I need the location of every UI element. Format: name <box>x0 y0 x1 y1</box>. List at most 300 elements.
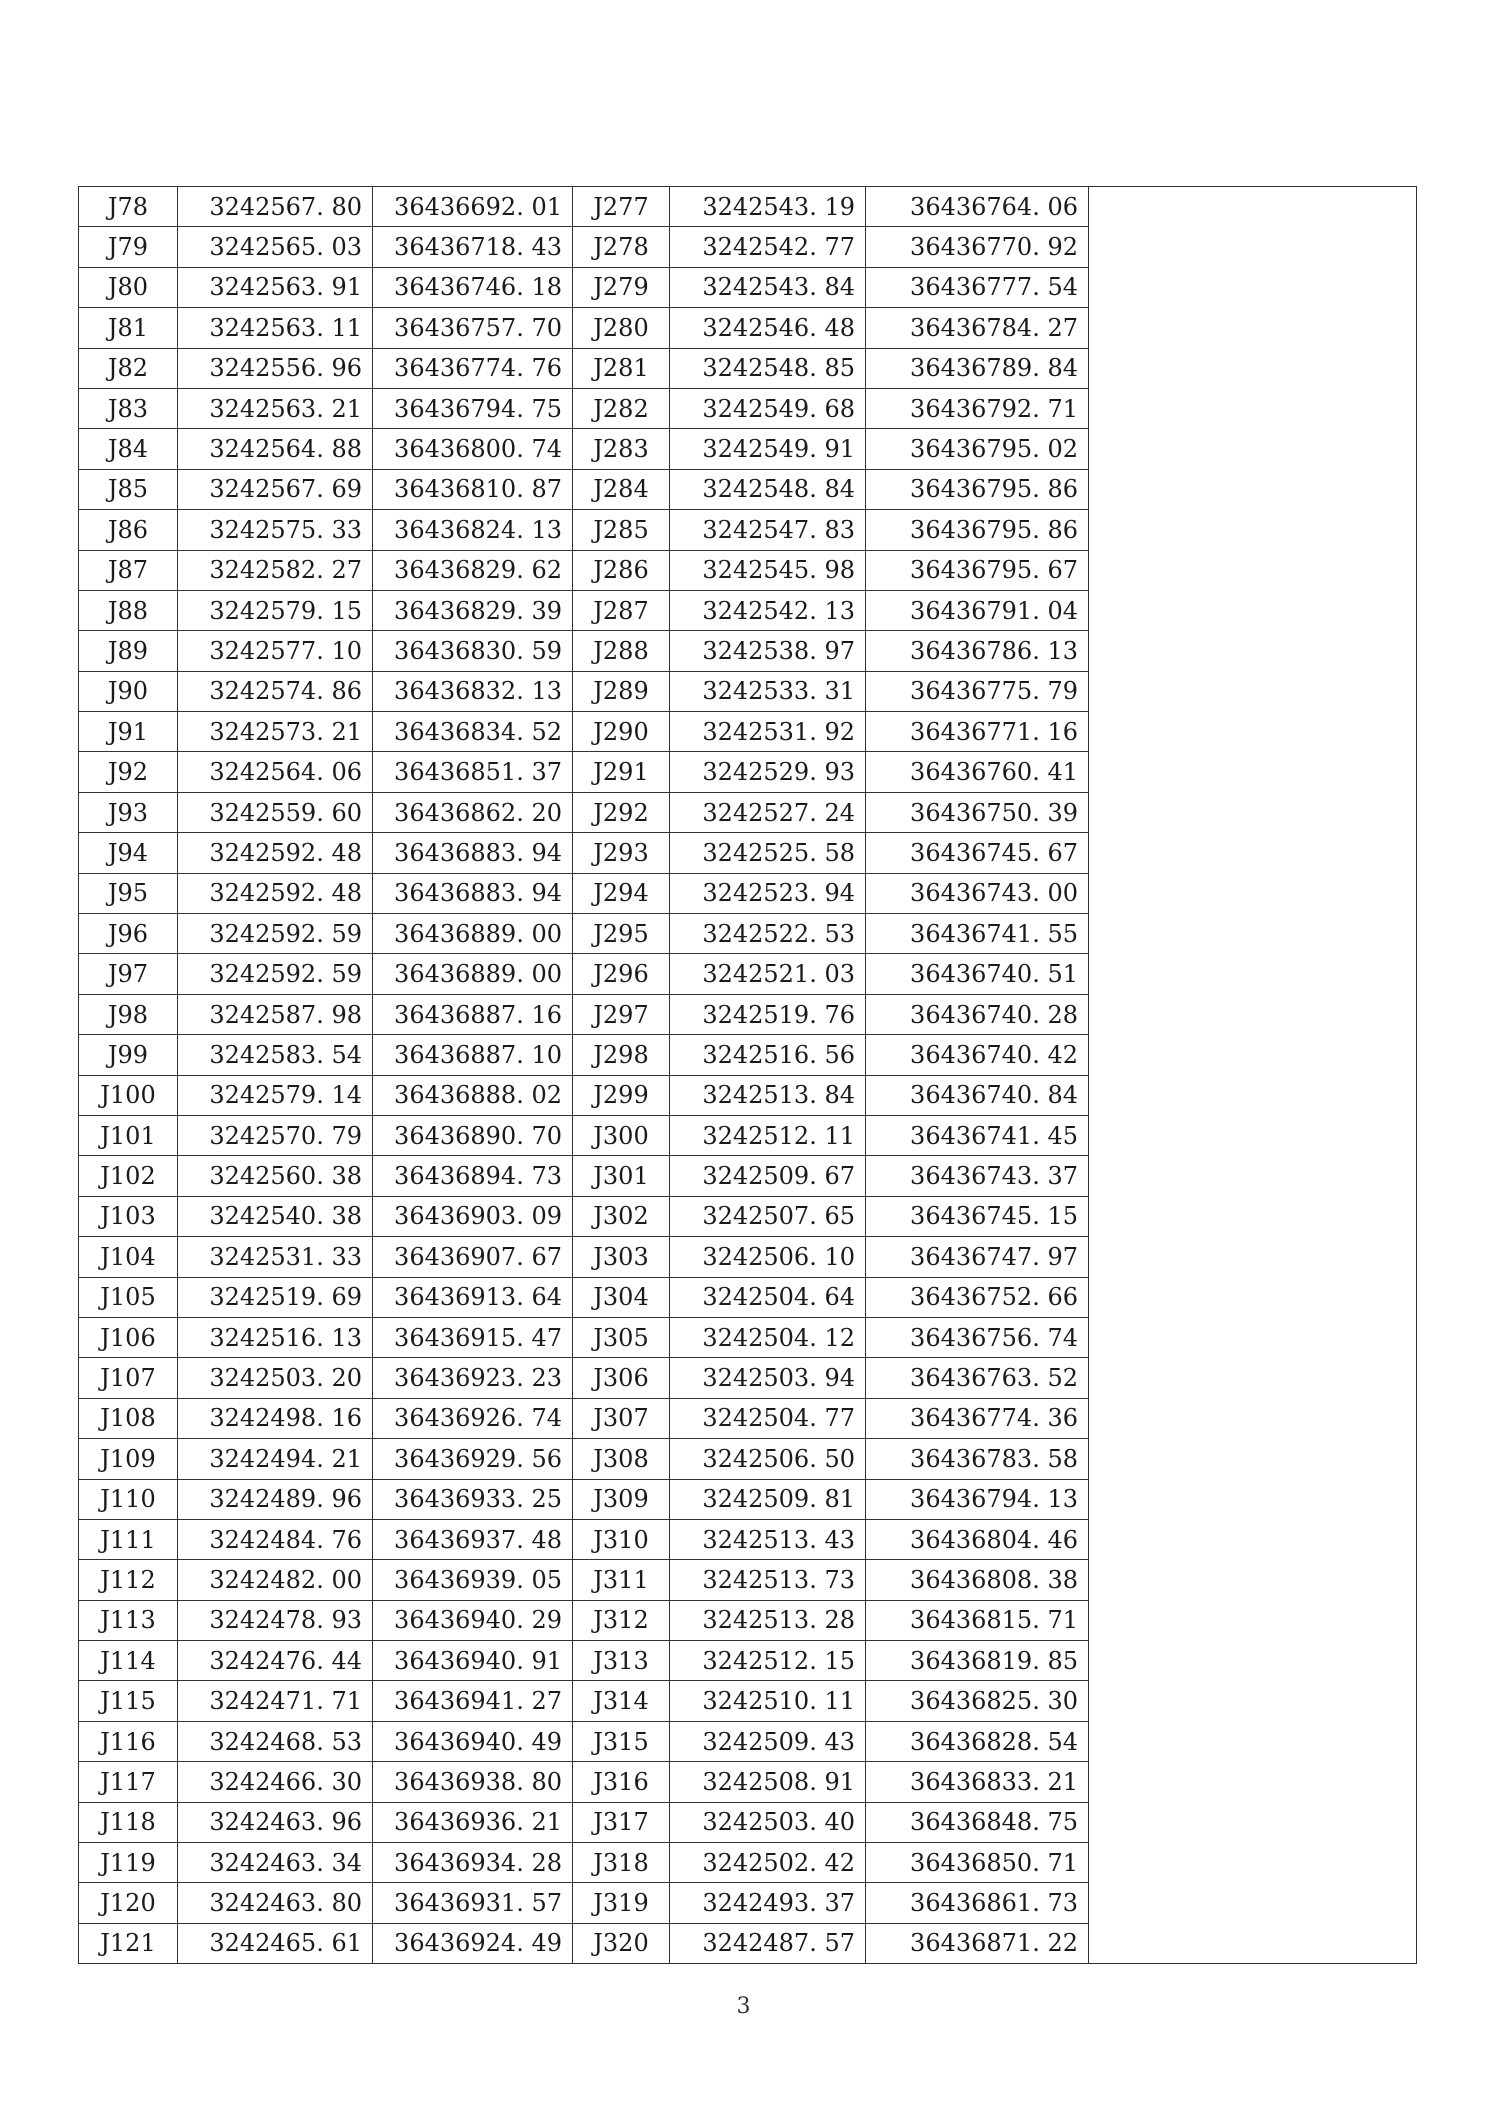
x-coordinate-cell: 3242563. 91 <box>178 267 373 307</box>
y-coordinate-cell: 36436800. 74 <box>373 429 573 469</box>
y-coordinate-cell: 36436771. 16 <box>866 712 1089 752</box>
y-coordinate-cell: 36436783. 58 <box>866 1439 1089 1479</box>
table-row <box>79 1479 1417 1519</box>
y-coordinate-cell: 36436804. 46 <box>866 1519 1089 1559</box>
x-coordinate-cell: 3242466. 30 <box>178 1762 373 1802</box>
x-coordinate-cell: 3242592. 59 <box>178 914 373 954</box>
y-coordinate-cell: 36436795. 02 <box>866 429 1089 469</box>
point-id-cell: J86 <box>79 510 178 550</box>
y-coordinate-cell: 36436851. 37 <box>373 752 573 792</box>
point-id-cell: J79 <box>79 227 178 267</box>
x-coordinate-cell: 3242564. 06 <box>178 752 373 792</box>
table-row <box>79 187 1417 227</box>
x-coordinate-cell: 3242463. 80 <box>178 1883 373 1923</box>
point-id-cell: J115 <box>79 1681 178 1721</box>
point-id-cell: J112 <box>79 1560 178 1600</box>
x-coordinate-cell: 3242543. 84 <box>670 267 866 307</box>
y-coordinate-cell: 36436810. 87 <box>373 469 573 509</box>
blank-cell <box>1089 1196 1417 1236</box>
point-id-cell: J298 <box>573 1035 670 1075</box>
y-coordinate-cell: 36436861. 73 <box>866 1883 1089 1923</box>
x-coordinate-cell: 3242548. 84 <box>670 469 866 509</box>
x-coordinate-cell: 3242563. 11 <box>178 308 373 348</box>
table-row <box>79 1681 1417 1721</box>
point-id-cell: J104 <box>79 1237 178 1277</box>
x-coordinate-cell: 3242463. 34 <box>178 1843 373 1883</box>
y-coordinate-cell: 36436828. 54 <box>866 1721 1089 1761</box>
point-id-cell: J290 <box>573 712 670 752</box>
x-coordinate-cell: 3242489. 96 <box>178 1479 373 1519</box>
x-coordinate-cell: 3242512. 11 <box>670 1115 866 1155</box>
y-coordinate-cell: 36436890. 70 <box>373 1115 573 1155</box>
point-id-cell: J314 <box>573 1681 670 1721</box>
x-coordinate-cell: 3242506. 10 <box>670 1237 866 1277</box>
y-coordinate-cell: 36436794. 13 <box>866 1479 1089 1519</box>
table-row <box>79 954 1417 994</box>
y-coordinate-cell: 36436774. 36 <box>866 1398 1089 1438</box>
x-coordinate-cell: 3242503. 40 <box>670 1802 866 1842</box>
x-coordinate-cell: 3242583. 54 <box>178 1035 373 1075</box>
y-coordinate-cell: 36436741. 45 <box>866 1115 1089 1155</box>
point-id-cell: J320 <box>573 1923 670 1963</box>
blank-cell <box>1089 388 1417 428</box>
blank-cell <box>1089 1843 1417 1883</box>
y-coordinate-cell: 36436829. 62 <box>373 550 573 590</box>
x-coordinate-cell: 3242509. 43 <box>670 1721 866 1761</box>
blank-cell <box>1089 267 1417 307</box>
x-coordinate-cell: 3242498. 16 <box>178 1398 373 1438</box>
blank-cell <box>1089 1883 1417 1923</box>
blank-cell <box>1089 227 1417 267</box>
x-coordinate-cell: 3242545. 98 <box>670 550 866 590</box>
y-coordinate-cell: 36436894. 73 <box>373 1156 573 1196</box>
x-coordinate-cell: 3242573. 21 <box>178 712 373 752</box>
table-row <box>79 792 1417 832</box>
point-id-cell: J110 <box>79 1479 178 1519</box>
point-id-cell: J83 <box>79 388 178 428</box>
point-id-cell: J296 <box>573 954 670 994</box>
table-row <box>79 1398 1417 1438</box>
x-coordinate-cell: 3242513. 73 <box>670 1560 866 1600</box>
y-coordinate-cell: 36436752. 66 <box>866 1277 1089 1317</box>
x-coordinate-cell: 3242509. 81 <box>670 1479 866 1519</box>
x-coordinate-cell: 3242465. 61 <box>178 1923 373 1963</box>
x-coordinate-cell: 3242579. 14 <box>178 1075 373 1115</box>
blank-cell <box>1089 1681 1417 1721</box>
point-id-cell: J279 <box>573 267 670 307</box>
y-coordinate-cell: 36436746. 18 <box>373 267 573 307</box>
y-coordinate-cell: 36436808. 38 <box>866 1560 1089 1600</box>
point-id-cell: J116 <box>79 1721 178 1761</box>
point-id-cell: J286 <box>573 550 670 590</box>
y-coordinate-cell: 36436815. 71 <box>866 1600 1089 1640</box>
x-coordinate-cell: 3242525. 58 <box>670 833 866 873</box>
x-coordinate-cell: 3242548. 85 <box>670 348 866 388</box>
y-coordinate-cell: 36436789. 84 <box>866 348 1089 388</box>
x-coordinate-cell: 3242592. 48 <box>178 833 373 873</box>
point-id-cell: J85 <box>79 469 178 509</box>
x-coordinate-cell: 3242549. 68 <box>670 388 866 428</box>
y-coordinate-cell: 36436795. 67 <box>866 550 1089 590</box>
blank-cell <box>1089 1479 1417 1519</box>
y-coordinate-cell: 36436756. 74 <box>866 1317 1089 1357</box>
y-coordinate-cell: 36436718. 43 <box>373 227 573 267</box>
point-id-cell: J302 <box>573 1196 670 1236</box>
point-id-cell: J90 <box>79 671 178 711</box>
y-coordinate-cell: 36436934. 28 <box>373 1843 573 1883</box>
blank-cell <box>1089 510 1417 550</box>
x-coordinate-cell: 3242504. 77 <box>670 1398 866 1438</box>
blank-cell <box>1089 1237 1417 1277</box>
x-coordinate-cell: 3242579. 15 <box>178 590 373 630</box>
point-id-cell: J319 <box>573 1883 670 1923</box>
x-coordinate-cell: 3242540. 38 <box>178 1196 373 1236</box>
point-id-cell: J297 <box>573 994 670 1034</box>
y-coordinate-cell: 36436824. 13 <box>373 510 573 550</box>
table-row <box>79 994 1417 1034</box>
x-coordinate-cell: 3242494. 21 <box>178 1439 373 1479</box>
point-id-cell: J291 <box>573 752 670 792</box>
table-row <box>79 873 1417 913</box>
point-id-cell: J111 <box>79 1519 178 1559</box>
x-coordinate-cell: 3242521. 03 <box>670 954 866 994</box>
y-coordinate-cell: 36436743. 37 <box>866 1156 1089 1196</box>
y-coordinate-cell: 36436832. 13 <box>373 671 573 711</box>
blank-cell <box>1089 712 1417 752</box>
point-id-cell: J98 <box>79 994 178 1034</box>
table-row <box>79 1721 1417 1761</box>
point-id-cell: J81 <box>79 308 178 348</box>
x-coordinate-cell: 3242503. 20 <box>178 1358 373 1398</box>
y-coordinate-cell: 36436829. 39 <box>373 590 573 630</box>
page-number: 3 <box>736 1994 751 2019</box>
table-row <box>79 1439 1417 1479</box>
y-coordinate-cell: 36436940. 91 <box>373 1641 573 1681</box>
point-id-cell: J88 <box>79 590 178 630</box>
point-id-cell: J87 <box>79 550 178 590</box>
x-coordinate-cell: 3242543. 19 <box>670 187 866 227</box>
point-id-cell: J101 <box>79 1115 178 1155</box>
table-row <box>79 1923 1417 1963</box>
point-id-cell: J280 <box>573 308 670 348</box>
table-row <box>79 1317 1417 1357</box>
blank-cell <box>1089 792 1417 832</box>
blank-cell <box>1089 1560 1417 1600</box>
table-row <box>79 550 1417 590</box>
y-coordinate-cell: 36436924. 49 <box>373 1923 573 1963</box>
point-id-cell: J120 <box>79 1883 178 1923</box>
point-id-cell: J113 <box>79 1600 178 1640</box>
y-coordinate-cell: 36436740. 51 <box>866 954 1089 994</box>
point-id-cell: J97 <box>79 954 178 994</box>
x-coordinate-cell: 3242570. 79 <box>178 1115 373 1155</box>
point-id-cell: J95 <box>79 873 178 913</box>
y-coordinate-cell: 36436763. 52 <box>866 1358 1089 1398</box>
blank-cell <box>1089 1641 1417 1681</box>
x-coordinate-cell: 3242516. 13 <box>178 1317 373 1357</box>
coordinate-table <box>78 186 1417 1964</box>
x-coordinate-cell: 3242504. 64 <box>670 1277 866 1317</box>
blank-cell <box>1089 1156 1417 1196</box>
x-coordinate-cell: 3242507. 65 <box>670 1196 866 1236</box>
y-coordinate-cell: 36436883. 94 <box>373 833 573 873</box>
point-id-cell: J282 <box>573 388 670 428</box>
y-coordinate-cell: 36436795. 86 <box>866 469 1089 509</box>
blank-cell <box>1089 1358 1417 1398</box>
y-coordinate-cell: 36436740. 84 <box>866 1075 1089 1115</box>
y-coordinate-cell: 36436940. 29 <box>373 1600 573 1640</box>
table-row <box>79 833 1417 873</box>
point-id-cell: J306 <box>573 1358 670 1398</box>
point-id-cell: J99 <box>79 1035 178 1075</box>
x-coordinate-cell: 3242484. 76 <box>178 1519 373 1559</box>
x-coordinate-cell: 3242493. 37 <box>670 1883 866 1923</box>
y-coordinate-cell: 36436777. 54 <box>866 267 1089 307</box>
y-coordinate-cell: 36436937. 48 <box>373 1519 573 1559</box>
point-id-cell: J117 <box>79 1762 178 1802</box>
point-id-cell: J102 <box>79 1156 178 1196</box>
y-coordinate-cell: 36436939. 05 <box>373 1560 573 1600</box>
y-coordinate-cell: 36436741. 55 <box>866 914 1089 954</box>
point-id-cell: J307 <box>573 1398 670 1438</box>
x-coordinate-cell: 3242502. 42 <box>670 1843 866 1883</box>
point-id-cell: J84 <box>79 429 178 469</box>
point-id-cell: J305 <box>573 1317 670 1357</box>
point-id-cell: J311 <box>573 1560 670 1600</box>
table-row <box>79 671 1417 711</box>
point-id-cell: J118 <box>79 1802 178 1842</box>
blank-cell <box>1089 873 1417 913</box>
x-coordinate-cell: 3242542. 77 <box>670 227 866 267</box>
x-coordinate-cell: 3242519. 76 <box>670 994 866 1034</box>
y-coordinate-cell: 36436938. 80 <box>373 1762 573 1802</box>
point-id-cell: J278 <box>573 227 670 267</box>
x-coordinate-cell: 3242592. 59 <box>178 954 373 994</box>
blank-cell <box>1089 752 1417 792</box>
x-coordinate-cell: 3242587. 98 <box>178 994 373 1034</box>
x-coordinate-cell: 3242516. 56 <box>670 1035 866 1075</box>
y-coordinate-cell: 36436760. 41 <box>866 752 1089 792</box>
y-coordinate-cell: 36436745. 15 <box>866 1196 1089 1236</box>
blank-cell <box>1089 631 1417 671</box>
table-row <box>79 1277 1417 1317</box>
blank-cell <box>1089 833 1417 873</box>
blank-cell <box>1089 308 1417 348</box>
point-id-cell: J109 <box>79 1439 178 1479</box>
x-coordinate-cell: 3242542. 13 <box>670 590 866 630</box>
point-id-cell: J315 <box>573 1721 670 1761</box>
blank-cell <box>1089 1398 1417 1438</box>
x-coordinate-cell: 3242592. 48 <box>178 873 373 913</box>
y-coordinate-cell: 36436933. 25 <box>373 1479 573 1519</box>
y-coordinate-cell: 36436774. 76 <box>373 348 573 388</box>
y-coordinate-cell: 36436889. 00 <box>373 914 573 954</box>
y-coordinate-cell: 36436791. 04 <box>866 590 1089 630</box>
x-coordinate-cell: 3242560. 38 <box>178 1156 373 1196</box>
x-coordinate-cell: 3242512. 15 <box>670 1641 866 1681</box>
point-id-cell: J299 <box>573 1075 670 1115</box>
table-row <box>79 914 1417 954</box>
y-coordinate-cell: 36436887. 16 <box>373 994 573 1034</box>
table-row <box>79 631 1417 671</box>
table-row <box>79 1035 1417 1075</box>
y-coordinate-cell: 36436743. 00 <box>866 873 1089 913</box>
point-id-cell: J121 <box>79 1923 178 1963</box>
x-coordinate-cell: 3242503. 94 <box>670 1358 866 1398</box>
x-coordinate-cell: 3242533. 31 <box>670 671 866 711</box>
y-coordinate-cell: 36436794. 75 <box>373 388 573 428</box>
y-coordinate-cell: 36436775. 79 <box>866 671 1089 711</box>
x-coordinate-cell: 3242509. 67 <box>670 1156 866 1196</box>
x-coordinate-cell: 3242549. 91 <box>670 429 866 469</box>
x-coordinate-cell: 3242508. 91 <box>670 1762 866 1802</box>
point-id-cell: J108 <box>79 1398 178 1438</box>
point-id-cell: J293 <box>573 833 670 873</box>
y-coordinate-cell: 36436833. 21 <box>866 1762 1089 1802</box>
point-id-cell: J313 <box>573 1641 670 1681</box>
table-row <box>79 1843 1417 1883</box>
point-id-cell: J292 <box>573 792 670 832</box>
point-id-cell: J92 <box>79 752 178 792</box>
y-coordinate-cell: 36436913. 64 <box>373 1277 573 1317</box>
blank-cell <box>1089 1762 1417 1802</box>
y-coordinate-cell: 36436692. 01 <box>373 187 573 227</box>
x-coordinate-cell: 3242567. 80 <box>178 187 373 227</box>
y-coordinate-cell: 36436819. 85 <box>866 1641 1089 1681</box>
y-coordinate-cell: 36436862. 20 <box>373 792 573 832</box>
x-coordinate-cell: 3242463. 96 <box>178 1802 373 1842</box>
x-coordinate-cell: 3242478. 93 <box>178 1600 373 1640</box>
point-id-cell: J94 <box>79 833 178 873</box>
point-id-cell: J284 <box>573 469 670 509</box>
table-row <box>79 348 1417 388</box>
table-row <box>79 1196 1417 1236</box>
y-coordinate-cell: 36436883. 94 <box>373 873 573 913</box>
point-id-cell: J106 <box>79 1317 178 1357</box>
x-coordinate-cell: 3242559. 60 <box>178 792 373 832</box>
table-row <box>79 1802 1417 1842</box>
blank-cell <box>1089 914 1417 954</box>
blank-cell <box>1089 1923 1417 1963</box>
table-row <box>79 1641 1417 1681</box>
x-coordinate-cell: 3242564. 88 <box>178 429 373 469</box>
point-id-cell: J277 <box>573 187 670 227</box>
point-id-cell: J317 <box>573 1802 670 1842</box>
blank-cell <box>1089 1600 1417 1640</box>
y-coordinate-cell: 36436887. 10 <box>373 1035 573 1075</box>
x-coordinate-cell: 3242567. 69 <box>178 469 373 509</box>
table-row <box>79 429 1417 469</box>
x-coordinate-cell: 3242523. 94 <box>670 873 866 913</box>
x-coordinate-cell: 3242531. 92 <box>670 712 866 752</box>
point-id-cell: J294 <box>573 873 670 913</box>
x-coordinate-cell: 3242577. 10 <box>178 631 373 671</box>
y-coordinate-cell: 36436940. 49 <box>373 1721 573 1761</box>
table-row <box>79 712 1417 752</box>
point-id-cell: J119 <box>79 1843 178 1883</box>
y-coordinate-cell: 36436926. 74 <box>373 1398 573 1438</box>
blank-cell <box>1089 1721 1417 1761</box>
y-coordinate-cell: 36436931. 57 <box>373 1883 573 1923</box>
blank-cell <box>1089 1519 1417 1559</box>
point-id-cell: J309 <box>573 1479 670 1519</box>
x-coordinate-cell: 3242519. 69 <box>178 1277 373 1317</box>
y-coordinate-cell: 36436750. 39 <box>866 792 1089 832</box>
table-row <box>79 1237 1417 1277</box>
table-row <box>79 267 1417 307</box>
point-id-cell: J281 <box>573 348 670 388</box>
blank-cell <box>1089 1035 1417 1075</box>
y-coordinate-cell: 36436834. 52 <box>373 712 573 752</box>
point-id-cell: J288 <box>573 631 670 671</box>
table-row <box>79 308 1417 348</box>
x-coordinate-cell: 3242582. 27 <box>178 550 373 590</box>
point-id-cell: J100 <box>79 1075 178 1115</box>
blank-cell <box>1089 469 1417 509</box>
blank-cell <box>1089 590 1417 630</box>
point-id-cell: J304 <box>573 1277 670 1317</box>
table-row <box>79 1883 1417 1923</box>
table-row <box>79 1519 1417 1559</box>
x-coordinate-cell: 3242504. 12 <box>670 1317 866 1357</box>
table-row <box>79 510 1417 550</box>
y-coordinate-cell: 36436825. 30 <box>866 1681 1089 1721</box>
point-id-cell: J312 <box>573 1600 670 1640</box>
y-coordinate-cell: 36436795. 86 <box>866 510 1089 550</box>
blank-cell <box>1089 1075 1417 1115</box>
point-id-cell: J89 <box>79 631 178 671</box>
blank-cell <box>1089 994 1417 1034</box>
y-coordinate-cell: 36436740. 28 <box>866 994 1089 1034</box>
y-coordinate-cell: 36436888. 02 <box>373 1075 573 1115</box>
y-coordinate-cell: 36436907. 67 <box>373 1237 573 1277</box>
table-row <box>79 1156 1417 1196</box>
table-row <box>79 590 1417 630</box>
blank-cell <box>1089 1277 1417 1317</box>
x-coordinate-cell: 3242531. 33 <box>178 1237 373 1277</box>
point-id-cell: J283 <box>573 429 670 469</box>
blank-cell <box>1089 550 1417 590</box>
x-coordinate-cell: 3242538. 97 <box>670 631 866 671</box>
point-id-cell: J300 <box>573 1115 670 1155</box>
point-id-cell: J93 <box>79 792 178 832</box>
point-id-cell: J285 <box>573 510 670 550</box>
point-id-cell: J318 <box>573 1843 670 1883</box>
y-coordinate-cell: 36436770. 92 <box>866 227 1089 267</box>
x-coordinate-cell: 3242546. 48 <box>670 308 866 348</box>
table-row <box>79 1560 1417 1600</box>
point-id-cell: J107 <box>79 1358 178 1398</box>
table-row <box>79 1600 1417 1640</box>
x-coordinate-cell: 3242529. 93 <box>670 752 866 792</box>
blank-cell <box>1089 1317 1417 1357</box>
point-id-cell: J78 <box>79 187 178 227</box>
table-row <box>79 752 1417 792</box>
table-row <box>79 1358 1417 1398</box>
blank-cell <box>1089 1439 1417 1479</box>
y-coordinate-cell: 36436871. 22 <box>866 1923 1089 1963</box>
y-coordinate-cell: 36436740. 42 <box>866 1035 1089 1075</box>
table-row <box>79 227 1417 267</box>
point-id-cell: J301 <box>573 1156 670 1196</box>
blank-cell <box>1089 1802 1417 1842</box>
point-id-cell: J114 <box>79 1641 178 1681</box>
point-id-cell: J303 <box>573 1237 670 1277</box>
y-coordinate-cell: 36436757. 70 <box>373 308 573 348</box>
point-id-cell: J103 <box>79 1196 178 1236</box>
y-coordinate-cell: 36436850. 71 <box>866 1843 1089 1883</box>
y-coordinate-cell: 36436764. 06 <box>866 187 1089 227</box>
